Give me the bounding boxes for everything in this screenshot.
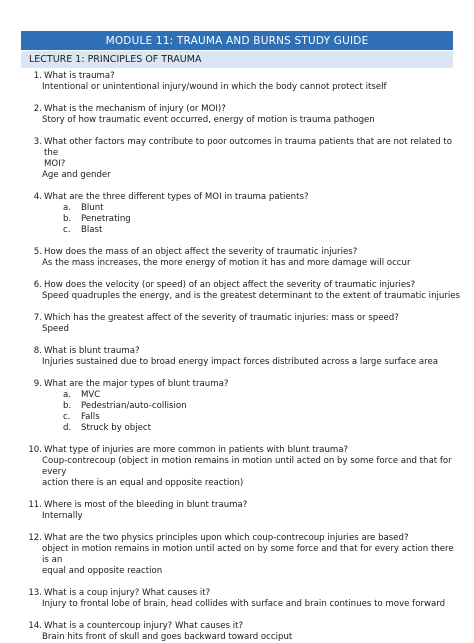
question-item	[21, 346, 461, 368]
spacer	[21, 236, 461, 247]
question-item	[21, 104, 461, 126]
lecture-heading-bar	[21, 51, 453, 68]
question-line	[21, 192, 461, 203]
answer-text: Intentional or unintentional injury/wound in which the body cannot protect itself	[42, 82, 387, 92]
question-number: 6.	[33, 280, 42, 290]
question-item	[21, 137, 461, 181]
list-letter: b.	[63, 401, 72, 411]
question-number: 13.	[28, 588, 42, 598]
question-text: What are the three different types of MOI in trauma patients?	[44, 192, 309, 202]
answer-text: Coup-contrecoup (object in motion remains in motion until acted on by some force and that for every	[42, 456, 452, 477]
question-number: 7.	[33, 313, 42, 323]
question-number: 10.	[28, 445, 42, 455]
lecture-title: LECTURE 1: PRINCIPLES OF TRAUMA	[29, 54, 202, 65]
spacer	[21, 269, 461, 280]
answer-text: Speed quadruples the energy, and is the greatest determinant to the extent of traumatic injuries	[42, 291, 461, 301]
question-text: MOI?	[44, 159, 66, 169]
answer-text: Injuries sustained due to broad energy impact forces distributed across a large surface area	[42, 357, 438, 367]
question-number: 1.	[33, 71, 42, 81]
answer-list-item	[21, 390, 461, 401]
question-item	[21, 500, 461, 522]
answer-list-item	[21, 423, 461, 434]
question-line	[21, 159, 461, 170]
spacer	[21, 126, 461, 137]
question-item	[21, 247, 461, 269]
spacer	[21, 335, 461, 346]
question-text: What is a coup injury? What causes it?	[44, 588, 211, 598]
question-number: 3.	[33, 137, 42, 147]
list-letter: d.	[63, 423, 72, 433]
list-letter: c.	[63, 225, 71, 235]
answer-list-item	[21, 203, 461, 214]
question-line	[21, 621, 461, 632]
answer-list-item	[21, 401, 461, 412]
question-line	[21, 137, 461, 159]
question-number: 5.	[33, 247, 42, 257]
answer-text: Speed	[42, 324, 69, 334]
question-item	[21, 280, 461, 302]
question-line	[21, 247, 461, 258]
module-title-bar	[21, 31, 453, 50]
question-item	[21, 445, 461, 489]
question-number: 11.	[28, 500, 42, 510]
question-line	[21, 71, 461, 82]
answer-text: Brain hits front of skull and goes backward toward occiput	[42, 632, 293, 642]
question-number	[21, 159, 44, 170]
spacer	[21, 610, 461, 621]
question-text: What are the major types of blunt trauma?	[44, 379, 229, 389]
question-item	[21, 192, 461, 236]
question-text: What type of injuries are more common in patients with blunt trauma?	[44, 445, 349, 455]
question-number: 9.	[33, 379, 42, 389]
question-number: 14.	[28, 621, 42, 631]
list-text: Struck by object	[81, 423, 151, 433]
question-text: What is blunt trauma?	[44, 346, 140, 356]
question-line	[21, 346, 461, 357]
list-text: Pedestrian/auto-collision	[81, 401, 187, 411]
answer-list-item	[21, 225, 461, 236]
list-text: Blast	[81, 225, 103, 235]
list-text: Penetrating	[81, 214, 131, 224]
question-number: 8.	[33, 346, 42, 356]
spacer	[21, 93, 461, 104]
question-line	[21, 280, 461, 291]
question-text: Where is most of the bleeding in blunt trauma?	[44, 500, 248, 510]
question-line	[21, 104, 461, 115]
question-text: How does the mass of an object affect the severity of traumatic injuries?	[44, 247, 358, 257]
answer-list-item	[21, 412, 461, 423]
list-text: MVC	[81, 390, 101, 400]
question-item	[21, 621, 461, 643]
question-text: What other factors may contribute to poor outcomes in trauma patients that are not related to the	[44, 137, 453, 158]
spacer	[21, 181, 461, 192]
answer-text: As the mass increases, the more energy of motion it has and more damage will occur	[42, 258, 411, 268]
answer-text: Age and gender	[42, 170, 111, 180]
list-letter: b.	[63, 214, 72, 224]
question-item	[21, 379, 461, 434]
spacer	[21, 489, 461, 500]
question-list	[21, 71, 461, 643]
question-number: 4.	[33, 192, 42, 202]
question-number: 12.	[28, 533, 42, 543]
spacer	[21, 522, 461, 533]
question-line	[21, 313, 461, 324]
question-item	[21, 71, 461, 93]
answer-text: action there is an equal and opposite reaction)	[42, 478, 244, 488]
answer-text: Story of how traumatic event occurred, energy of motion is trauma pathogen	[42, 115, 375, 125]
question-text: What is trauma?	[44, 71, 115, 81]
question-item	[21, 533, 461, 577]
question-text: What is a countercoup injury? What causes it?	[44, 621, 244, 631]
spacer	[21, 302, 461, 313]
question-item	[21, 313, 461, 335]
question-line	[21, 379, 461, 390]
list-letter: c.	[63, 412, 71, 422]
list-letter: a.	[63, 390, 71, 400]
spacer	[21, 434, 461, 445]
question-text: How does the velocity (or speed) of an object affect the severity of traumatic injuries?	[44, 280, 416, 290]
question-text: Which has the greatest affect of the severity of traumatic injuries: mass or speed?	[44, 313, 399, 323]
question-item	[21, 588, 461, 610]
question-text: What are the two physics principles upon which coup-contrecoup injuries are based?	[44, 533, 409, 543]
answer-text: Injury to frontal lobe of brain, head collides with surface and brain continues to move forward	[42, 599, 446, 609]
answer-list-item	[21, 214, 461, 225]
question-text: What is the mechanism of injury (or MOI)?	[44, 104, 226, 114]
question-line	[21, 588, 461, 599]
question-line	[21, 500, 461, 511]
list-text: Falls	[81, 412, 100, 422]
spacer	[21, 368, 461, 379]
question-line	[21, 445, 461, 456]
module-title: MODULE 11: TRAUMA AND BURNS STUDY GUIDE	[105, 34, 369, 47]
answer-text: object in motion remains in motion until acted on by some force and that for every action there is an	[42, 544, 454, 565]
question-number: 2.	[33, 104, 42, 114]
list-text: Blunt	[81, 203, 104, 213]
answer-text: equal and opposite reaction	[42, 566, 163, 576]
spacer	[21, 577, 461, 588]
list-letter: a.	[63, 203, 71, 213]
answer-text: Internally	[42, 511, 83, 521]
question-line	[21, 533, 461, 544]
